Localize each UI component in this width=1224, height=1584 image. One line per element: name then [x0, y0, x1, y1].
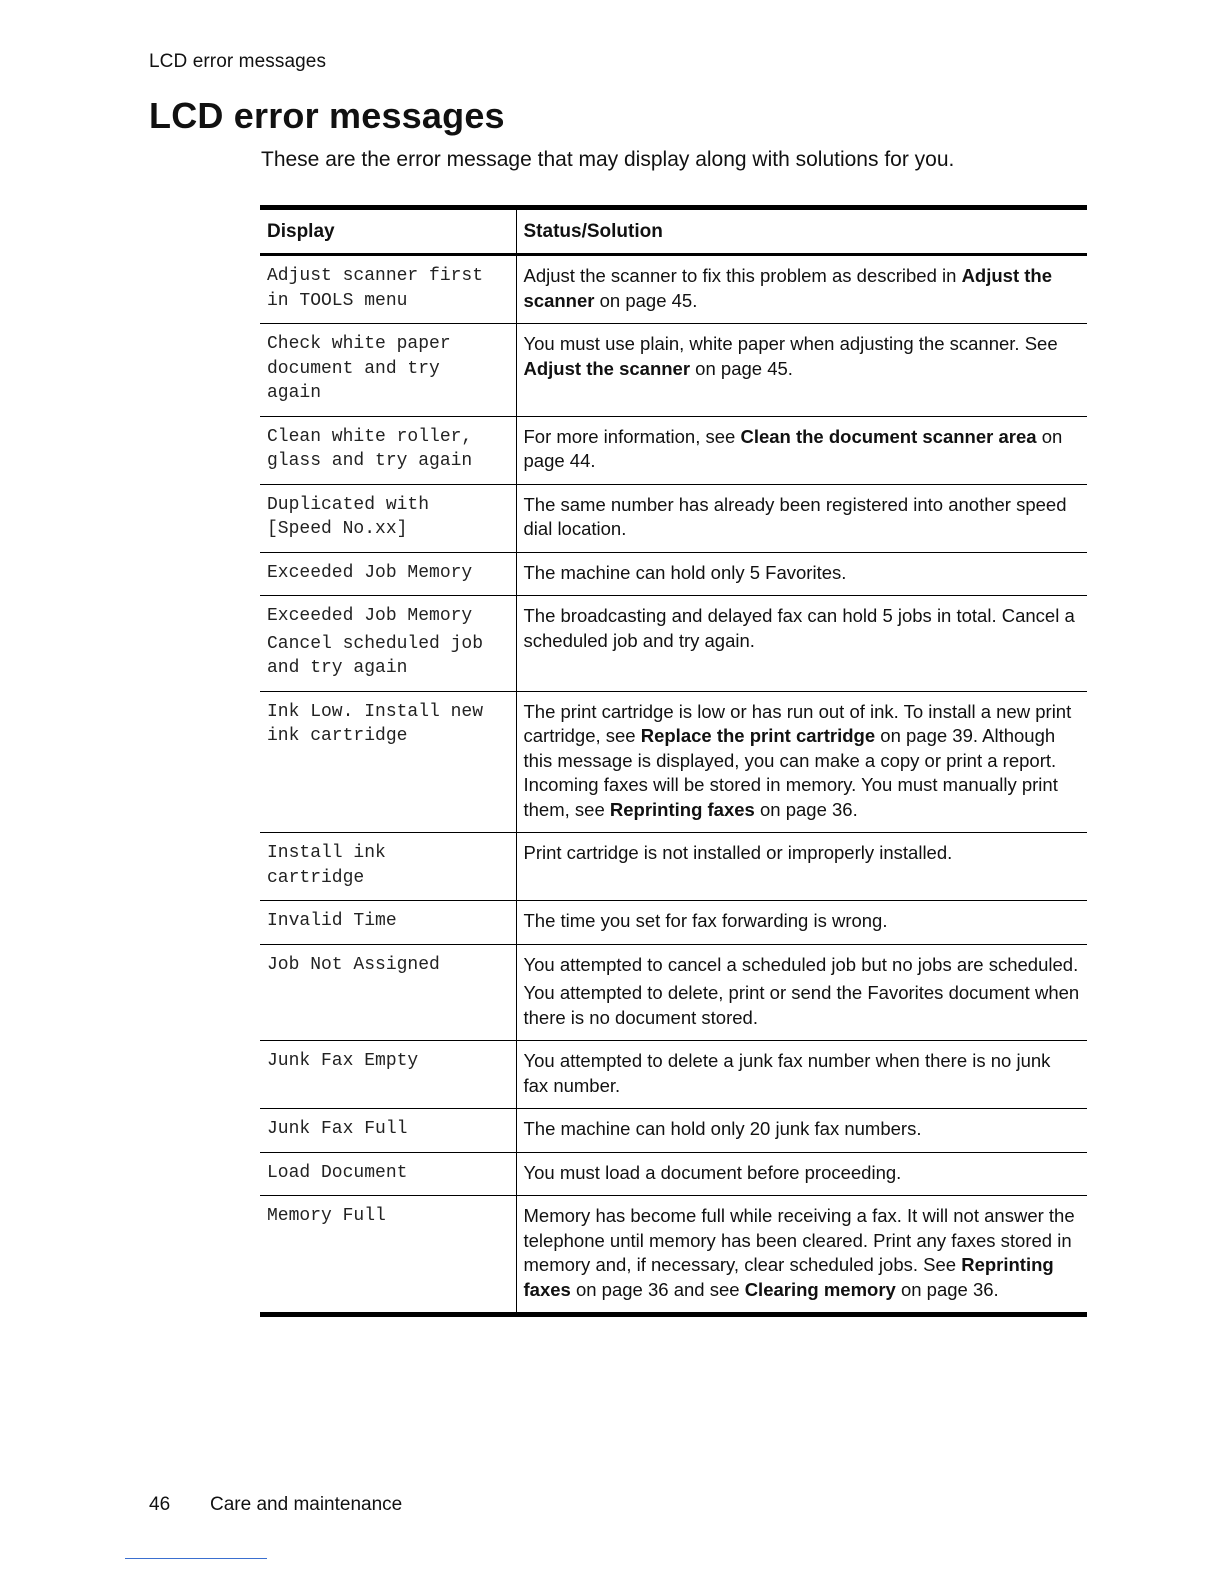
table-row — [260, 944, 1087, 1041]
table-header-row — [260, 208, 1087, 255]
solution-text: Memory has become full while receiving a fax. It will not answer the telephone until memory has been cleared. Print any faxes stored in memory and, if necessary, clear scheduled jobs. See — [523, 1205, 1075, 1275]
lcd-display-message — [260, 944, 516, 1041]
status-solution-text — [516, 1152, 1087, 1196]
solution-text: The machine can hold only 5 Favorites. — [523, 561, 847, 583]
footer-section-title: Care and maintenance — [210, 1494, 403, 1515]
solution-paragraph — [524, 981, 1081, 1030]
table-row — [260, 552, 1087, 596]
solution-text: For more information, see — [523, 425, 741, 447]
solution-paragraph — [524, 1117, 1081, 1142]
solution-text: The broadcasting and delayed fax can hold 5 jobs in total. Cancel a scheduled job and try again. — [523, 605, 1075, 651]
lcd-message-line: Invalid Time — [267, 911, 397, 931]
lcd-message-line: Memory Full — [267, 1206, 386, 1226]
lcd-display-message — [260, 416, 516, 484]
cross-reference: Reprinting faxes — [523, 1254, 1054, 1300]
solution-text: You attempted to delete a junk fax number when there is no junk fax number. — [523, 1050, 1051, 1096]
solution-text: The time you set for fax forwarding is wrong. — [523, 910, 888, 931]
solution-text: on page 36 and see — [570, 1278, 745, 1300]
status-solution-text — [516, 1041, 1087, 1109]
status-solution-text — [516, 596, 1087, 692]
lcd-display-message — [260, 596, 516, 692]
running-header: LCD error messages — [149, 51, 327, 72]
lcd-message-line: Duplicated with [Speed No.xx] — [267, 494, 430, 539]
solution-text: The print cartridge is low or has run out of ink. To install a new print cartridge, see — [523, 700, 1072, 746]
solution-paragraph — [524, 493, 1081, 542]
solution-text: Print cartridge is not installed or improperly installed. — [523, 842, 953, 863]
lcd-message-line: Junk Fax Empty — [267, 1051, 419, 1071]
solution-paragraph — [524, 1049, 1081, 1098]
cross-reference: Reprinting faxes — [609, 798, 755, 820]
status-solution-text — [516, 901, 1087, 945]
status-solution-text — [516, 833, 1087, 901]
solution-paragraph — [524, 604, 1081, 653]
column-header-status-solution: Status/Solution — [516, 208, 1087, 255]
lcd-display-message — [260, 1152, 516, 1196]
lcd-display-message — [260, 1196, 516, 1315]
status-solution-text — [516, 1109, 1087, 1153]
status-solution-text — [516, 1196, 1087, 1315]
page-number: 46 — [149, 1494, 171, 1515]
lcd-display-message — [260, 901, 516, 945]
table-body — [260, 255, 1087, 1315]
lcd-message-line: Exceeded Job Memory — [267, 606, 473, 626]
solution-text: You attempted to delete, print or send the Favorites document when there is no document stored. — [523, 982, 1080, 1028]
table-row — [260, 596, 1087, 692]
lcd-message-line: Adjust scanner first in TOOLS menu — [267, 266, 484, 311]
lcd-message-line: Exceeded Job Memory — [267, 562, 473, 583]
lcd-message-line: Junk Fax Full — [267, 1119, 408, 1139]
status-solution-text — [516, 484, 1087, 552]
error-messages-table — [260, 205, 1087, 1317]
table-row — [260, 833, 1087, 901]
status-solution-text — [516, 416, 1087, 484]
solution-paragraph — [524, 1161, 1081, 1186]
solution-text: on page 44. — [523, 425, 1063, 471]
table-row — [260, 901, 1087, 945]
table-row — [260, 324, 1087, 417]
table-row — [260, 691, 1087, 833]
solution-text: The same number has already been registered into another speed dial location. — [523, 493, 1067, 539]
solution-text: You must use plain, white paper when adjusting the scanner. See — [523, 333, 1058, 354]
lcd-message-line: Check white paper document and try again — [267, 334, 451, 403]
status-solution-text — [516, 552, 1087, 596]
lcd-display-message — [260, 324, 516, 417]
cross-reference: Clean the document scanner area — [740, 425, 1037, 447]
table-row — [260, 1041, 1087, 1109]
table-row — [260, 484, 1087, 552]
cross-reference: Adjust the scanner — [523, 357, 691, 379]
table-row — [260, 1152, 1087, 1196]
solution-paragraph — [524, 841, 1081, 866]
lcd-message-line: Job Not Assigned — [267, 954, 440, 975]
status-solution-text — [516, 691, 1087, 833]
lcd-message-line: Load Document — [267, 1162, 408, 1183]
intro-text: These are the error message that may display along with solutions for you. — [261, 148, 955, 171]
lcd-display-message — [260, 1109, 516, 1153]
solution-paragraph — [524, 332, 1081, 381]
status-solution-text — [516, 944, 1087, 1041]
lcd-display-message — [260, 552, 516, 596]
table-row — [260, 1196, 1087, 1315]
page-title: LCD error messages — [149, 95, 505, 136]
solution-text: You must load a document before proceeding. — [523, 1161, 902, 1183]
cross-reference: Clearing memory — [744, 1278, 896, 1300]
lcd-display-message — [260, 691, 516, 833]
lcd-display-message — [260, 1041, 516, 1109]
solution-paragraph — [524, 264, 1081, 313]
cross-reference: Adjust the scanner — [523, 265, 1053, 311]
lcd-message-line: Install ink cartridge — [267, 843, 386, 888]
solution-paragraph — [524, 425, 1081, 474]
table-row — [260, 1109, 1087, 1153]
table-row — [260, 416, 1087, 484]
solution-text: You attempted to cancel a scheduled job but no jobs are scheduled. — [523, 953, 1079, 975]
table-row — [260, 255, 1087, 324]
cross-reference: Replace the print cartridge — [640, 725, 876, 746]
solution-text: on page 39. Although this message is displayed, you can make a copy or print a report. Incoming faxes will be stored in memory. You must manually print them, see — [523, 725, 1058, 820]
footer-rule — [125, 1558, 267, 1559]
solution-text: on page 36. — [895, 1278, 999, 1300]
solution-paragraph — [524, 1204, 1081, 1302]
solution-text: The machine can hold only 20 junk fax numbers. — [523, 1118, 922, 1139]
status-solution-text — [516, 324, 1087, 417]
lcd-message-line: Ink Low. Install new ink cartridge — [267, 701, 484, 746]
lcd-display-message — [260, 833, 516, 901]
solution-text: on page 36. — [754, 798, 858, 820]
lcd-display-message — [260, 255, 516, 324]
column-header-display: Display — [260, 208, 516, 255]
solution-paragraph — [524, 909, 1081, 934]
solution-paragraph — [524, 561, 1081, 586]
solution-text: Adjust the scanner to fix this problem as described in — [523, 265, 962, 286]
lcd-message-line: Clean white roller, glass and try again — [267, 426, 473, 471]
lcd-message-line: Cancel scheduled job and try again — [267, 633, 484, 678]
solution-paragraph — [524, 953, 1081, 978]
lcd-display-message — [260, 484, 516, 552]
solution-text: on page 45. — [594, 289, 698, 311]
solution-paragraph — [524, 700, 1081, 823]
solution-text: on page 45. — [690, 357, 793, 379]
status-solution-text — [516, 255, 1087, 324]
